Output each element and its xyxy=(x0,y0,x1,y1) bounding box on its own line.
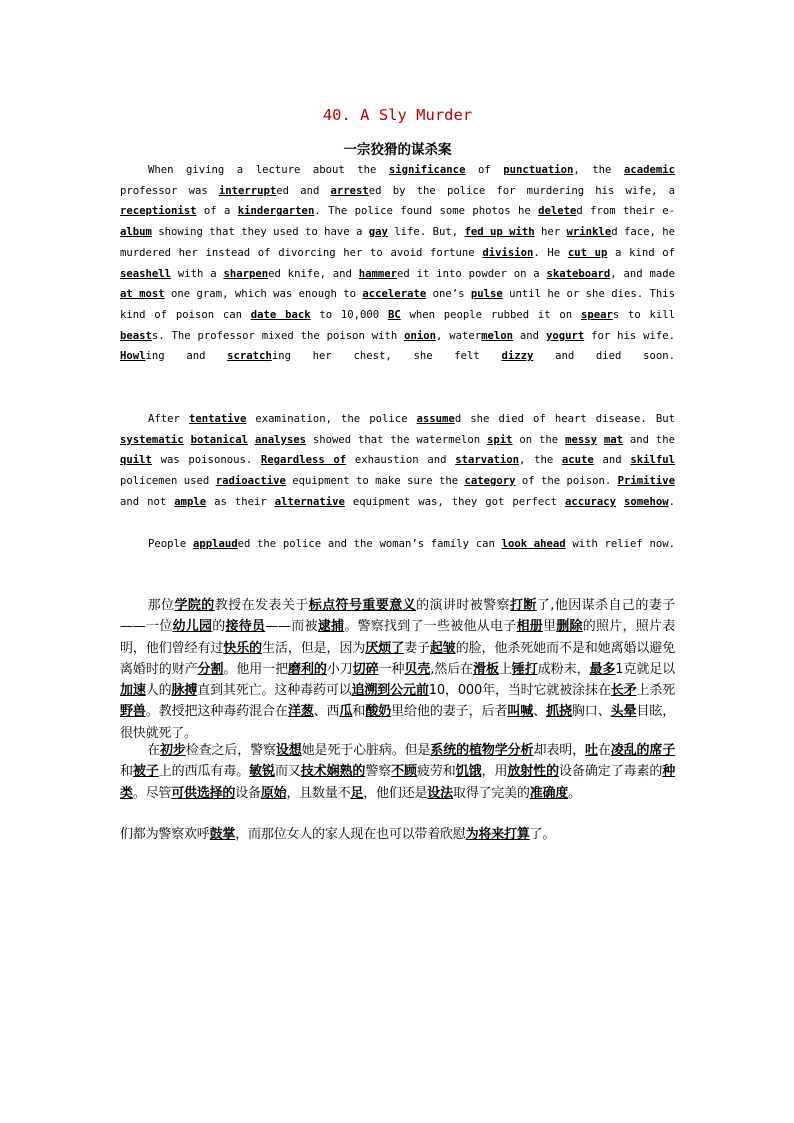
text-run: ed it into powder on a xyxy=(397,267,547,280)
vocabulary-keyword: 逮捕 xyxy=(317,619,345,635)
text-run: s to kill xyxy=(612,308,676,321)
text-run: . He xyxy=(533,246,568,259)
vocabulary-keyword: arrest xyxy=(330,184,369,197)
vocabulary-keyword: 删除 xyxy=(556,619,583,635)
text-run: 那位 xyxy=(147,598,175,613)
vocabulary-keyword: 吐 xyxy=(584,743,598,758)
text-run: of a xyxy=(196,205,238,218)
text-run: , water xyxy=(436,329,482,342)
text-run: ed and xyxy=(276,184,331,197)
vocabulary-keyword: somehow xyxy=(623,495,669,508)
vocabulary-keyword: starvation xyxy=(455,454,519,467)
text-run: 而又 xyxy=(274,764,301,780)
vocabulary-keyword: 叫喊 xyxy=(507,704,534,720)
vocabulary-keyword: 洋葱 xyxy=(287,704,314,720)
vocabulary-keyword: Howl xyxy=(120,350,146,363)
vocabulary-keyword: assume xyxy=(416,413,455,425)
text-run: 的演讲时被警察 xyxy=(416,598,511,613)
vocabulary-keyword: accuracy xyxy=(564,495,616,508)
text-run: until he or she dies. This kind of poison can xyxy=(120,288,675,321)
text-run: exhaustion and xyxy=(346,454,456,467)
vocabulary-keyword: messy xyxy=(565,433,597,446)
text-run: When giving a lecture about the xyxy=(148,164,389,176)
vocabulary-keyword: pulse xyxy=(470,288,503,301)
vocabulary-keyword: significance xyxy=(388,164,466,176)
vocabulary-keyword: Primitive xyxy=(617,475,675,488)
text-run: 1克就足以 xyxy=(615,661,676,677)
vocabulary-keyword: spear xyxy=(580,308,613,321)
text-run: 上的西瓜有毒。 xyxy=(158,764,250,780)
vocabulary-keyword: applaud xyxy=(192,538,238,550)
text-run: of xyxy=(465,164,504,176)
text-run: 了。 xyxy=(529,827,556,842)
vocabulary-keyword: 被子 xyxy=(132,764,159,780)
text-run: , the xyxy=(518,454,562,467)
document-subtitle: 一宗狡猾的谋杀案 xyxy=(343,142,452,158)
text-run: 和 xyxy=(120,764,133,780)
text-run: ——而被 xyxy=(265,619,318,635)
vocabulary-keyword: 饥饿 xyxy=(455,764,482,780)
text-run xyxy=(184,434,191,446)
vocabulary-keyword: fed up with xyxy=(464,226,535,239)
text-run xyxy=(248,434,255,446)
vocabulary-keyword: 滑板 xyxy=(473,661,499,677)
vocabulary-keyword: punctuation xyxy=(503,164,574,176)
vocabulary-keyword: BC xyxy=(387,308,401,321)
vocabulary-keyword: Regardless of xyxy=(260,454,347,467)
text-run: as their xyxy=(206,495,275,508)
text-run: 的 xyxy=(212,619,226,635)
document-title: 40. A Sly Murder xyxy=(322,106,473,124)
text-run: one gram, which was enough to xyxy=(164,288,363,301)
vocabulary-keyword: hammer xyxy=(358,267,398,280)
text-run: 。他用一把 xyxy=(223,661,289,677)
text-run: 直到其死亡。这种毒药可以 xyxy=(197,683,352,699)
text-run: ed knife, and xyxy=(268,267,359,280)
vocabulary-keyword: 酸奶 xyxy=(365,704,392,720)
text-run: one’s xyxy=(426,288,471,301)
text-run: 教授在发表关于 xyxy=(214,598,309,613)
text-run: . The police found some photos he xyxy=(314,205,539,218)
text-run: to 10,000 xyxy=(310,308,388,321)
vocabulary-keyword: 标点符号 xyxy=(308,598,363,613)
vocabulary-keyword: wrinkle xyxy=(566,226,612,239)
vocabulary-keyword: 瓜 xyxy=(339,704,353,720)
text-run: 却表明， xyxy=(533,743,585,758)
vocabulary-keyword: analyses xyxy=(254,433,306,446)
chinese-paragraph-2 xyxy=(120,740,675,804)
text-run: 小刀 xyxy=(326,661,353,677)
text-run: professor was xyxy=(120,184,219,197)
text-run: her xyxy=(534,226,567,239)
text-run: , and made xyxy=(610,267,675,280)
vocabulary-keyword: 学院的 xyxy=(174,598,215,613)
vocabulary-keyword: 足 xyxy=(350,785,364,801)
vocabulary-keyword: 锤打 xyxy=(511,661,538,677)
vocabulary-keyword: tentative xyxy=(188,413,247,425)
vocabulary-keyword: 席子 xyxy=(649,743,676,758)
vocabulary-keyword: 为将来打算 xyxy=(465,827,530,842)
text-run: s. The professor mixed the poison with xyxy=(151,329,405,342)
vocabulary-keyword: 相册 xyxy=(516,619,543,635)
vocabulary-keyword: academic xyxy=(623,164,675,176)
vocabulary-keyword: 幼儿园 xyxy=(172,619,213,635)
text-run: ed by the police for murdering his wife, a xyxy=(368,184,675,197)
text-run: for his wife. xyxy=(584,329,675,342)
text-run: on the xyxy=(512,433,566,446)
vocabulary-keyword: skateboard xyxy=(546,267,611,280)
chinese-paragraph-1 xyxy=(120,595,675,744)
vocabulary-keyword: 鼓掌 xyxy=(209,827,236,842)
text-run: and died soon. xyxy=(533,350,675,363)
vocabulary-keyword: 种类 xyxy=(120,764,676,801)
text-run: and xyxy=(513,329,546,342)
text-run: 设备 xyxy=(235,785,261,801)
vocabulary-keyword: 起皱 xyxy=(429,640,456,656)
text-run: 一种 xyxy=(378,661,405,677)
text-run: 上 xyxy=(498,661,512,677)
vocabulary-keyword: alternative xyxy=(274,495,345,508)
vocabulary-keyword: 凌乱的 xyxy=(610,743,650,758)
vocabulary-keyword: 初步 xyxy=(159,743,186,758)
text-run: 取得了完美的 xyxy=(452,785,530,801)
vocabulary-keyword: 植物学 xyxy=(469,743,508,758)
vocabulary-keyword: seashell xyxy=(120,267,172,280)
text-run: and xyxy=(593,454,631,467)
vocabulary-keyword: 打断 xyxy=(510,598,537,613)
text-run: People xyxy=(148,538,193,550)
vocabulary-keyword: 重要意义 xyxy=(362,598,417,613)
text-run: life. But, xyxy=(387,226,465,239)
text-run: 疲劳和 xyxy=(416,764,456,780)
text-run: 在 xyxy=(597,743,611,758)
text-run: 里给他的妻子，后者 xyxy=(391,704,508,720)
text-run: , the xyxy=(573,164,624,176)
vocabulary-keyword: systematic xyxy=(120,433,184,446)
text-run: 和 xyxy=(352,704,366,720)
text-run: ，而那位女人的家人现在也可以带着欣慰 xyxy=(235,827,466,842)
text-run: ,然后在 xyxy=(430,661,474,677)
text-run: d face, he murdered her instead of divorcing her to avoid fortune xyxy=(120,226,675,259)
vocabulary-keyword: ample xyxy=(174,495,207,508)
text-run: After xyxy=(148,413,189,425)
vocabulary-keyword: at most xyxy=(120,288,165,301)
vocabulary-keyword: beast xyxy=(120,329,152,342)
vocabulary-keyword: onion xyxy=(404,329,436,342)
text-run: ，他们还是 xyxy=(363,785,428,801)
vocabulary-keyword: 设想 xyxy=(275,743,302,758)
text-run: was poisonous. xyxy=(151,454,261,467)
text-run: ，用 xyxy=(481,764,508,780)
vocabulary-keyword: kindergarten xyxy=(237,205,315,218)
text-run: 里 xyxy=(542,619,557,635)
vocabulary-keyword: 不顾 xyxy=(391,764,417,780)
text-run: 了,他因谋杀自己的妻子——一位 xyxy=(120,598,675,635)
vocabulary-keyword: 快乐的 xyxy=(223,640,263,656)
vocabulary-keyword: interrupt xyxy=(218,184,277,197)
text-run xyxy=(597,434,604,446)
text-run: 们都为警察欢呼 xyxy=(120,827,210,842)
text-run: 生活，但是，因为 xyxy=(262,640,366,656)
vocabulary-keyword: scratch xyxy=(227,350,272,363)
text-run: ing and xyxy=(145,350,228,363)
vocabulary-keyword: melon xyxy=(481,329,514,342)
vocabulary-keyword: 公元前 xyxy=(390,683,429,699)
text-run: 警察 xyxy=(365,764,392,780)
text-run: 胸口、 xyxy=(571,704,611,720)
vocabulary-keyword: 长矛 xyxy=(610,683,637,699)
vocabulary-keyword: acute xyxy=(561,454,594,467)
vocabulary-keyword: 敏锐 xyxy=(249,764,275,780)
vocabulary-keyword: category xyxy=(464,475,516,488)
text-run: 的照片，照片表明，他们曾经有过 xyxy=(120,619,675,656)
vocabulary-keyword: 追溯到 xyxy=(351,683,391,699)
text-run: ed the police and the woman’s family can xyxy=(237,538,502,550)
vocabulary-keyword: 野兽 xyxy=(120,704,146,720)
vocabulary-keyword: radioactive xyxy=(215,475,286,488)
vocabulary-keyword: 分割 xyxy=(197,661,224,677)
text-run: 人的 xyxy=(145,683,172,699)
vocabulary-keyword: 磨利的 xyxy=(288,661,327,677)
vocabulary-keyword: 加速 xyxy=(120,683,146,699)
english-paragraph-2 xyxy=(120,409,675,513)
text-run: 上杀死 xyxy=(636,683,675,699)
text-run: ，且数量不 xyxy=(286,785,351,801)
text-run: 成粉末， xyxy=(537,661,590,677)
vocabulary-keyword: 系统的 xyxy=(430,743,470,758)
text-run: of the poison. xyxy=(515,475,618,488)
vocabulary-keyword: 最多 xyxy=(589,661,616,677)
vocabulary-keyword: sharpen xyxy=(223,267,269,280)
vocabulary-keyword: 脉搏 xyxy=(171,683,198,699)
english-paragraph-1 xyxy=(120,160,675,367)
vocabulary-keyword: cut up xyxy=(567,246,608,259)
text-run: and not xyxy=(120,495,175,508)
vocabulary-keyword: quilt xyxy=(120,454,152,467)
text-run: with relief now. xyxy=(565,538,675,550)
vocabulary-keyword: 厌烦了 xyxy=(365,640,405,656)
vocabulary-keyword: 设法 xyxy=(427,785,453,801)
text-run: . xyxy=(668,495,675,508)
text-run: 、 xyxy=(533,704,547,720)
text-run: when people rubbed it on xyxy=(400,308,581,321)
text-run: equipment was, they got perfect xyxy=(344,495,565,508)
text-run: 在 xyxy=(147,743,160,758)
vocabulary-keyword: 贝壳 xyxy=(404,661,431,677)
text-run: 妻子 xyxy=(404,640,430,656)
vocabulary-keyword: skilful xyxy=(630,454,675,467)
text-run: showing that they used to have a xyxy=(151,226,369,239)
text-run: 检查之后，警察 xyxy=(185,743,276,758)
vocabulary-keyword: receptionist xyxy=(120,205,197,218)
text-run: 。警察找到了一些被他从电子 xyxy=(344,619,517,635)
text-run: ing her chest, she felt xyxy=(271,350,502,363)
vocabulary-keyword: 接待员 xyxy=(225,619,266,635)
vocabulary-keyword: spit xyxy=(487,433,513,446)
text-run: 、西 xyxy=(313,704,340,720)
vocabulary-keyword: dizzy xyxy=(501,350,534,363)
english-paragraph-3 xyxy=(120,534,675,555)
vocabulary-keyword: 准确度 xyxy=(529,785,569,801)
text-run: 设备确定了毒素的 xyxy=(559,764,663,780)
text-run: a kind of xyxy=(607,246,675,259)
text-run: equipment to make sure the xyxy=(285,475,465,488)
chinese-paragraph-3 xyxy=(120,824,675,845)
text-run: examination, the police xyxy=(246,413,417,425)
vocabulary-keyword: division xyxy=(482,246,534,259)
text-run: d she died of heart disease. But xyxy=(454,413,675,425)
vocabulary-keyword: 抓挠 xyxy=(546,704,572,720)
text-run: 的脸，他杀死她而不是和她离婚以避免离婚时的财产 xyxy=(120,640,676,677)
text-run: 她是死于心脏病。但是 xyxy=(301,743,431,758)
text-run: showed that the watermelon xyxy=(305,433,488,446)
text-run: and the xyxy=(622,433,675,446)
text-run: 10，000年，当时它就被涂抹在 xyxy=(428,683,611,699)
text-run xyxy=(616,496,624,508)
text-run: 。 xyxy=(568,785,581,801)
vocabulary-keyword: 切碎 xyxy=(352,661,379,677)
vocabulary-keyword: 头晕 xyxy=(610,704,637,720)
text-run: policemen used xyxy=(120,475,216,488)
vocabulary-keyword: look ahead xyxy=(501,538,566,550)
vocabulary-keyword: mat xyxy=(603,433,623,446)
vocabulary-keyword: 可供选择的 xyxy=(171,785,236,801)
text-run: 。教授把这种毒药混合在 xyxy=(145,704,288,720)
vocabulary-keyword: accelerate xyxy=(362,288,427,301)
text-run: 。尽管 xyxy=(132,785,172,801)
text-run: 目眩，很快就死了。 xyxy=(120,704,676,741)
vocabulary-keyword: delete xyxy=(538,205,577,218)
vocabulary-keyword: 技术娴熟的 xyxy=(300,764,366,780)
vocabulary-keyword: 分析 xyxy=(507,743,534,758)
vocabulary-keyword: 原始 xyxy=(260,785,287,801)
vocabulary-keyword: 放射性的 xyxy=(507,764,559,780)
vocabulary-keyword: album xyxy=(120,226,152,239)
text-run: with a xyxy=(171,267,224,280)
vocabulary-keyword: botanical xyxy=(190,433,249,446)
vocabulary-keyword: date back xyxy=(250,308,311,321)
vocabulary-keyword: yogurt xyxy=(545,329,585,342)
vocabulary-keyword: gay xyxy=(368,226,388,239)
text-run: d from their e- xyxy=(576,205,676,218)
